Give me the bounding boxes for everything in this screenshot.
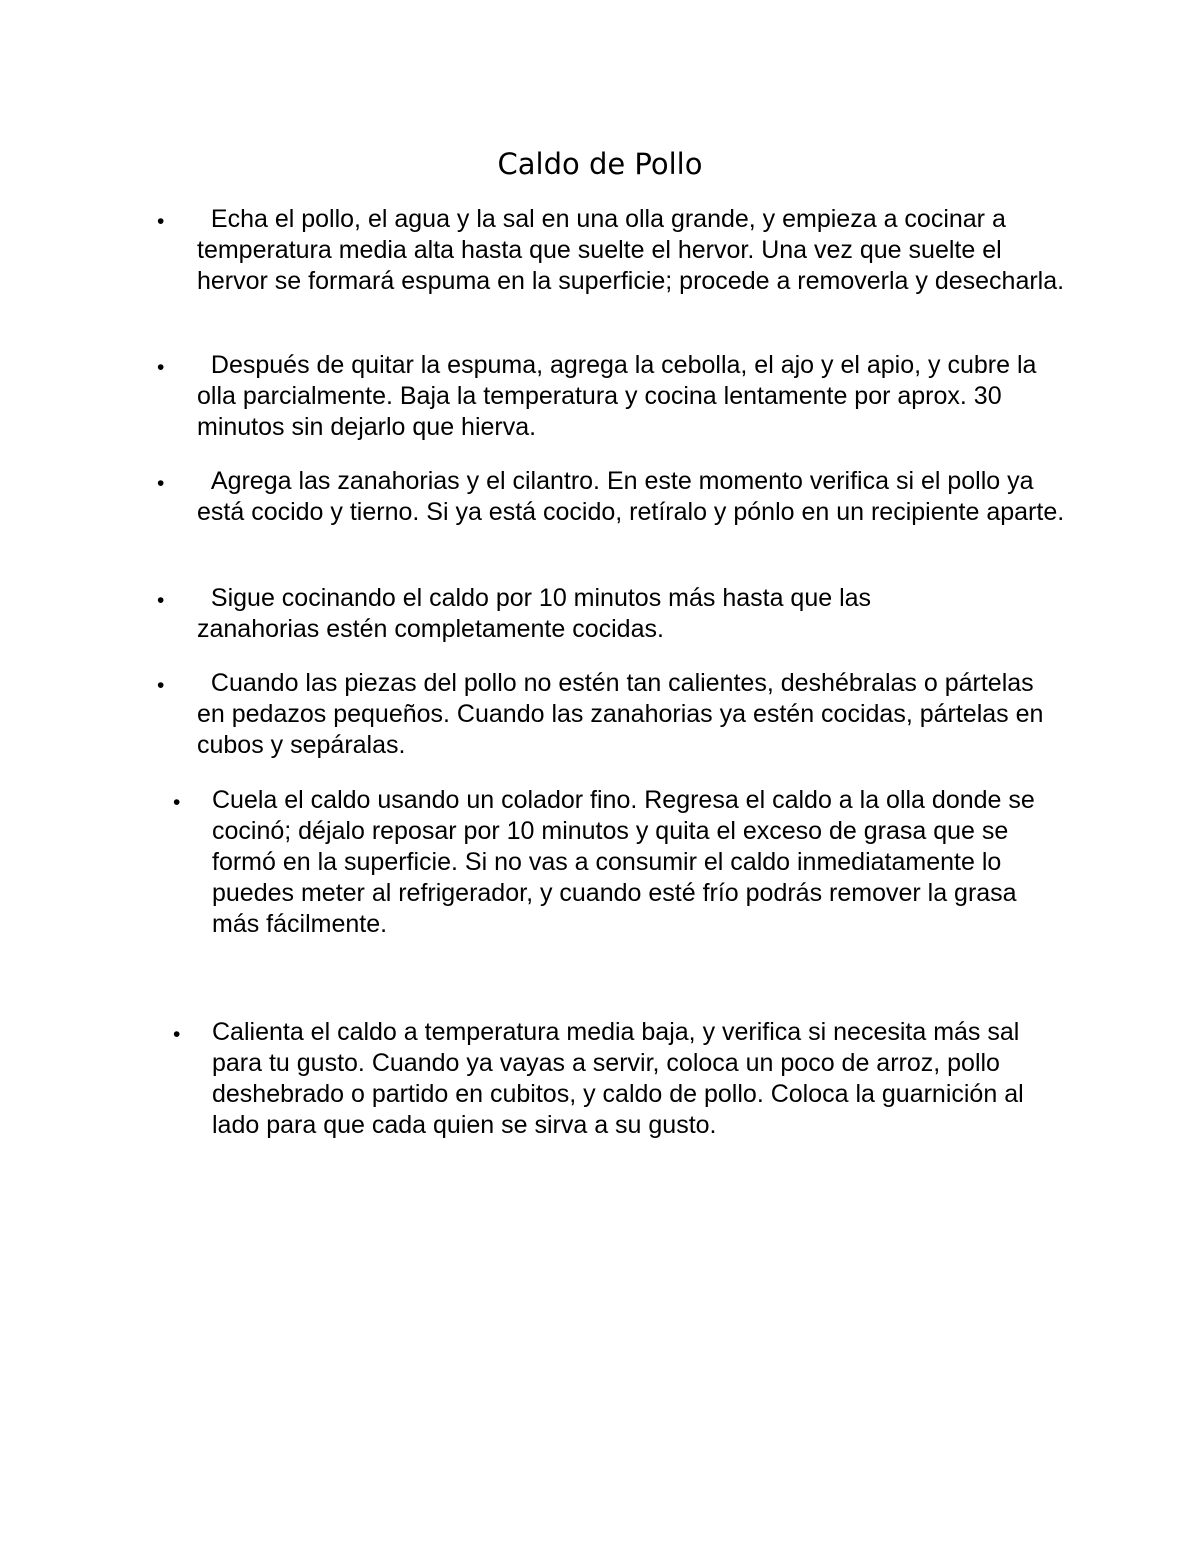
bullet-icon: • xyxy=(157,589,165,612)
bullet-icon: • xyxy=(157,472,165,495)
list-item-text: Cuela el caldo usando un colador fino. Regresa el caldo a la olla donde se cocinó; déjalo reposar por 10 minutos y quita el exceso de grasa que se formó en la superficie. Si no vas a consumir el caldo inmediatamente lo puedes meter al refrigerador, y cuando esté frío podrás remover la grasa más fácilmente. xyxy=(212,786,1042,938)
bullet-icon: • xyxy=(173,791,181,814)
list-item-text: Cuando las piezas del pollo no estén tan calientes, deshébralas o pártelas en pedazos pequeños. Cuando las zanahorias ya estén cocidas, pártelas en cubos y sepáralas. xyxy=(197,669,1051,759)
list-item-text: Agrega las zanahorias y el cilantro. En este momento verifica si el pollo ya está cocido y tierno. Si ya está cocido, retíralo y pónlo en un recipiente aparte. xyxy=(197,467,1065,526)
list-item-text: Después de quitar la espuma, agrega la cebolla, el ajo y el apio, y cubre la olla parcialmente. Baja la temperatura y cocina lentamente por aprox. 30 minutos sin dejarlo que hierva. xyxy=(197,351,1044,441)
document-title: Caldo de Pollo xyxy=(497,147,703,181)
list-item-text: Sigue cocinando el caldo por 10 minutos más hasta que las zanahorias estén completamente cocidas. xyxy=(197,584,878,643)
bullet-icon: • xyxy=(157,356,165,379)
bullet-icon: • xyxy=(173,1023,181,1046)
list-item-text: Echa el pollo, el agua y la sal en una olla grande, y empieza a cocinar a temperatura media alta hasta que suelte el hervor. Una vez que suelte el hervor se formará espuma en la superficie; procede a removerla y desecharla. xyxy=(197,205,1065,295)
bullet-icon: • xyxy=(157,210,165,233)
bullet-icon: • xyxy=(157,674,165,697)
list-item-text: Calienta el caldo a temperatura media baja, y verifica si necesita más sal para tu gusto. Cuando ya vayas a servir, coloca un poco de arroz, pollo deshebrado o partido en cubitos, y caldo de pollo. Coloca la guarnición al lado para que cada quien se sirva a su gusto. xyxy=(212,1018,1031,1139)
